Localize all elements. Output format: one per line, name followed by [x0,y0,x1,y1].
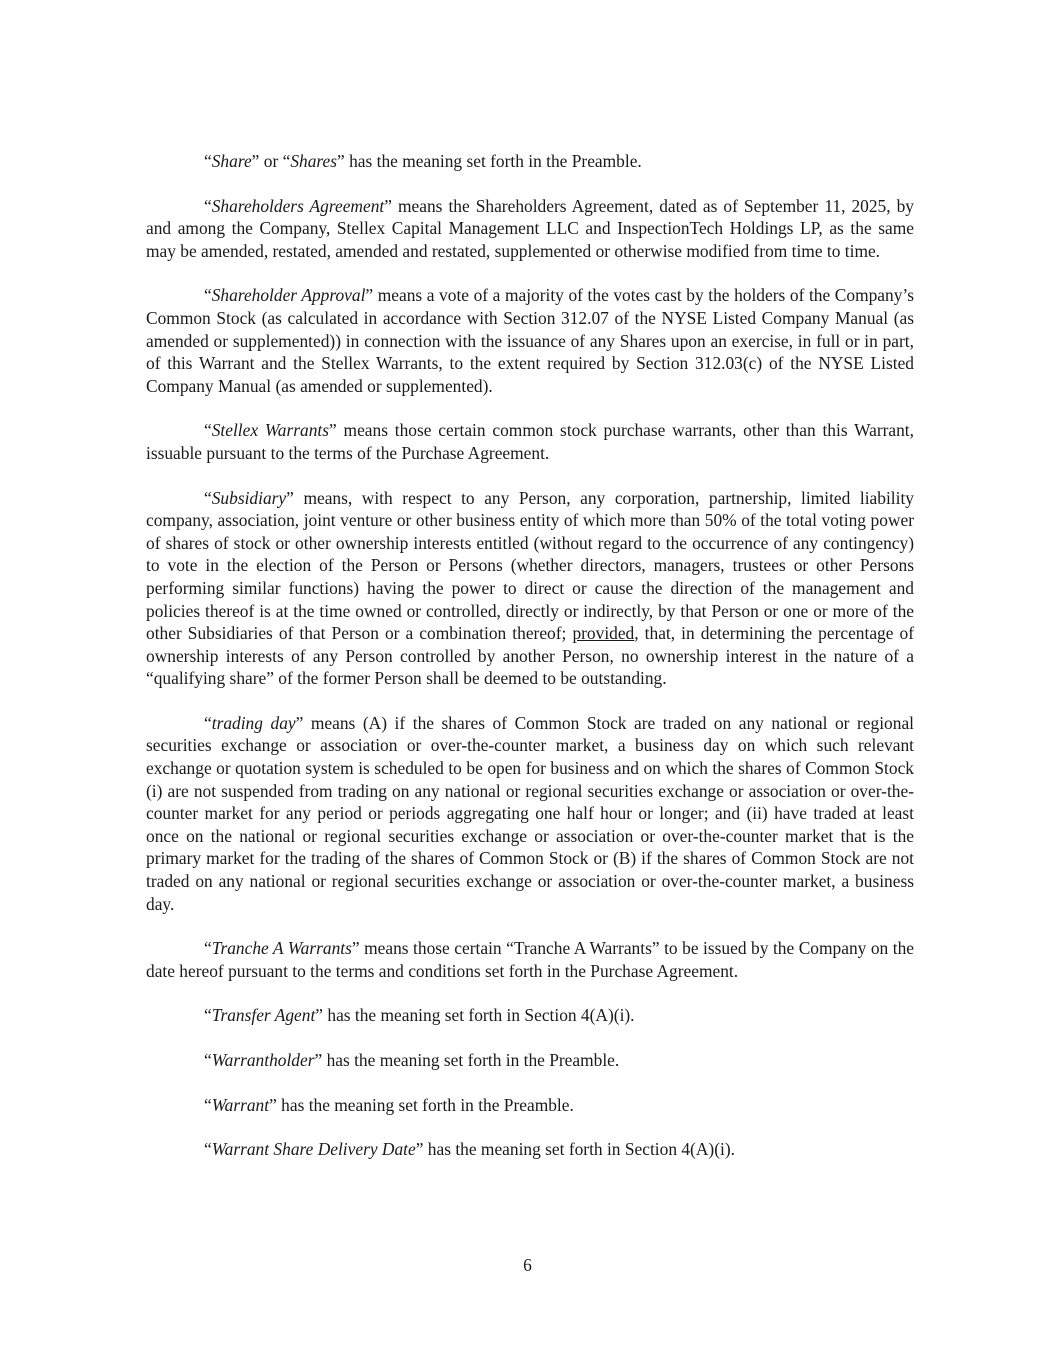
definition-stellex-warrants: “Stellex Warrants” means those certain common stock purchase warrants, other than this Warrant, issuable pursuant to the terms of the Purchase Agreement. [146,420,914,463]
definition-subsidiary: “Subsidiary” means, with respect to any Person, any corporation, partnership, limited liability company, association, joint venture or other business entity of which more than 50% of the total voting power of shares of stock or other ownership interests entitled (without regard to the occurrence of any contingency) to vote in the election of the Person or Persons (whether directors, managers, trustees or other Persons performing similar functions) having the power to direct or cause the direction of the management and policies thereof is at the time owned or controlled, directly or indirectly, by that Person or one or more of the other Subsidiaries of that Person or a combination thereof; provided, that, in determining the percentage of ownership interests of any Person controlled by another Person, no ownership interest in the nature of a “qualifying share” of the former Person shall be deemed to be outstanding. [146,487,915,689]
definition-text: means those certain common stock purchase warrants, other than this Warrant, issuable pursuant to the terms of the Purchase Agreement. [146,420,914,463]
definition-text: has the meaning set forth in Section 4(A)(i). [323,1005,635,1026]
definition-transfer-agent: “Transfer Agent” has the meaning set forth in Section 4(A)(i). [204,1005,635,1026]
defined-term: trading day [211,712,296,733]
defined-term: Warrant Share Delivery Date [211,1139,416,1160]
definition-shareholders-agreement: “Shareholders Agreement” means the Shareholders Agreement, dated as of September 11, 2025, by and among the Company, Stellex Capital Management LLC and InspectionTech Holdings LP, as the same may be amended, restated, amended and restated, supplemented or otherwise modified from time to time. [146,195,914,261]
defined-term: Stellex Warrants [211,420,329,441]
defined-term: Transfer Agent [211,1005,316,1026]
definition-share: “Share” or “Shares” has the meaning set forth in the Preamble. [204,151,642,171]
definition-trading-day: “trading day” means (A) if the shares of Common Stock are traded on any national or regional securities exchange or association or over-the-counter market, a business day on which such relevant exchange or quotation system is scheduled to be open for business and on which the shares of Common Stock (i) are not suspended from trading on any national or regional securities exchange or association or over-the-counter market for any period or periods aggregating one half hour or longer; and (ii) have traded at least once on the national or regional securities exchange or association or over-the-counter market that is the primary market for the trading of the shares of Common Stock or (B) if the shares of Common Stock are not traded on any national or regional securities exchange or association or over-the-counter market, a business day. [146,712,914,914]
defined-term-alt: Shares [290,151,338,171]
defined-term: Subsidiary [211,487,287,508]
definition-warrant: “Warrant” has the meaning set forth in the Preamble. [204,1094,574,1115]
definition-text: has the meaning set forth in the Preamble. [276,1094,574,1115]
definitions-section [146,150,914,1183]
definition-text: means a vote of a majority of the votes cast by the holders of the Company’s Common Stock (as calculated in accordance with Section 312.07 of the NYSE Listed Company Manual (as amended or supplemented)) in connection with the issuance of any Shares upon an exercise, in full or in part, of this Warrant and the Stellex Warrants, to the extent required by Section 312.03(c) of the NYSE Listed Company Manual (as amended or supplemented). [146,285,914,396]
definition-tranche-a-warrants: “Tranche A Warrants” means those certain “Tranche A Warrants” to be issued by the Company on the date hereof pursuant to the terms and conditions set forth in the Purchase Agreement. [146,938,914,981]
definition-shareholder-approval: “Shareholder Approval” means a vote of a majority of the votes cast by the holders of the Company’s Common Stock (as calculated in accordance with Section 312.07 of the NYSE Listed Company Manual (as amended or supplemented)) in connection with the issuance of any Shares upon an exercise, in full or in part, of this Warrant and the Stellex Warrants, to the extent required by Section 312.03(c) of the NYSE Listed Company Manual (as amended or supplemented). [146,285,914,396]
definition-text: means, with respect to any Person, any corporation, partnership, limited liability company, association, joint venture or other business entity of which more than 50% of the total voting power of shares of stock or other ownership interests entitled (without regard to the occurrence of any contingency) to vote in the election of the Person or Persons (whether directors, managers, trustees or other Persons performing similar functions) having the power to direct or cause the direction of the management and policies thereof is at the time owned or controlled, directly or indirectly, by that Person or one or more of the other Subsidiaries of that Person or a combination thereof; [146,487,914,644]
definition-text-continued: , that, in determining the percentage of ownership interests of any Person controlled by another Person, no ownership interest in the nature of a “qualifying share” of the former Person shall be deemed to be outstanding. [146,623,915,689]
defined-term: Shareholders Agreement [211,195,385,216]
page-number: 6 [523,1255,532,1275]
defined-term: Shareholder Approval [211,285,366,306]
definition-text: means those certain “Tranche A Warrants” to be issued by the Company on the date hereof pursuant to the terms and conditions set forth in the Purchase Agreement. [146,938,914,981]
definition-text: has the meaning set forth in the Preamble. [322,1050,620,1070]
definition-text: means the Shareholders Agreement, dated as of September 11, 2025, by and among the Company, Stellex Capital Management LLC and InspectionTech Holdings LP, as the same may be amended, restated, amended and restated, supplemented or otherwise modified from time to time. [146,195,914,261]
defined-term: Share [211,151,252,171]
definition-text: has the meaning set forth in Section 4(A)(i). [423,1139,735,1160]
definition-text: has the meaning set forth in the Preamble. [344,151,642,171]
proviso-word: provided [572,623,635,644]
definition-warrant-share-delivery-date: “Warrant Share Delivery Date” has the meaning set forth in Section 4(A)(i). [204,1139,735,1160]
definition-warrantholder: “Warrantholder” has the meaning set forth in the Preamble. [204,1050,620,1070]
definition-text: means (A) if the shares of Common Stock are traded on any national or regional securities exchange or association or over-the-counter market, a business day on which such relevant exchange or quotation system is scheduled to be open for business and on which the shares of Common Stock (i) are not suspended from trading on any national or regional securities exchange or association or over-the-counter market for any period or periods aggregating one half hour or longer; and (ii) have traded at least once on the national or regional securities exchange or association or over-the-counter market that is the primary market for the trading of the shares of Common Stock or (B) if the shares of Common Stock are not traded on any national or regional securities exchange or association or over-the-counter market, a business day. [146,712,914,914]
defined-term: Warrantholder [211,1050,315,1070]
defined-term: Warrant [211,1094,270,1115]
defined-term: Tranche A Warrants [211,938,352,959]
